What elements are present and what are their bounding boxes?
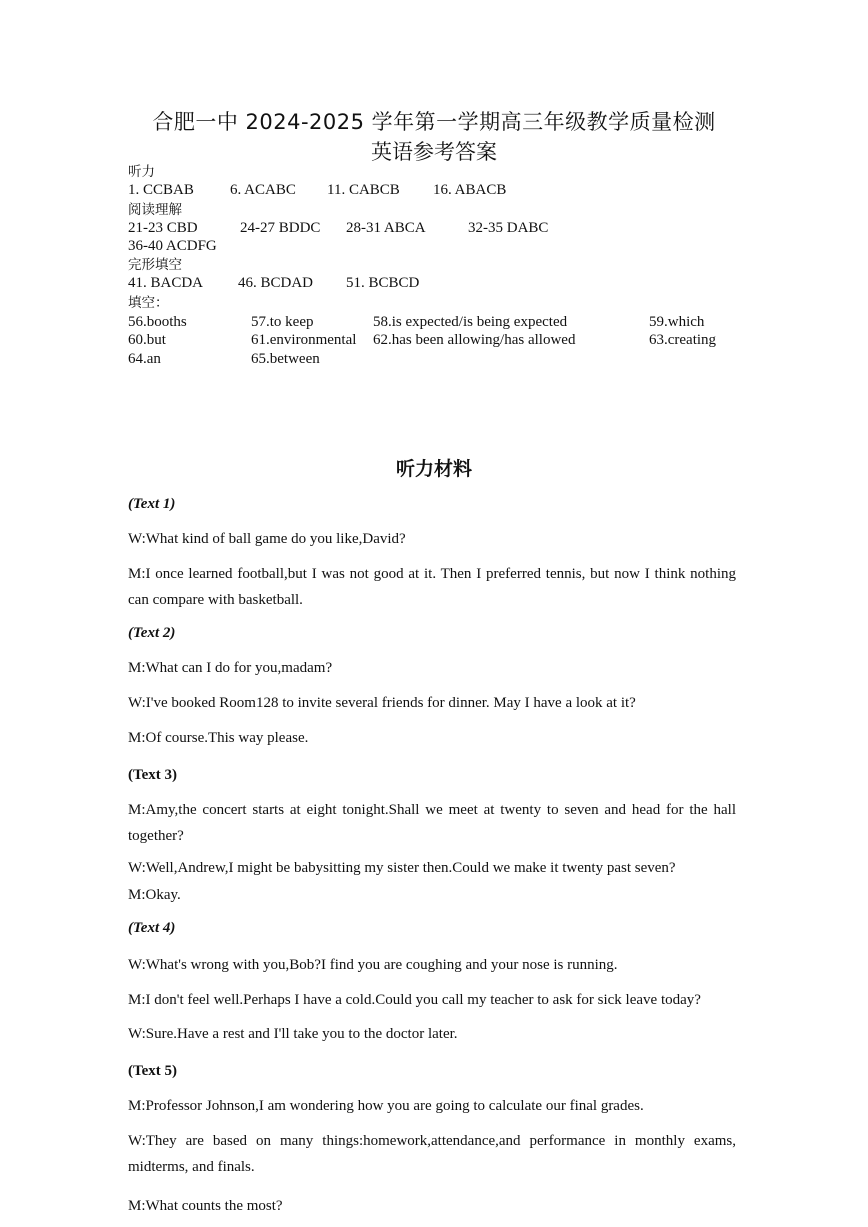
fill-answer: 64.an xyxy=(128,351,161,367)
text-4-label: (Text 4) xyxy=(128,920,176,936)
fill-section-label: 填空： xyxy=(128,295,169,311)
dialogue-line: W:I've booked Room128 to invite several friends for dinner. May I have a look at it? xyxy=(128,695,636,711)
text-1-label: (Text 1) xyxy=(128,496,176,512)
listening-section-label: 听力 xyxy=(128,164,155,180)
answer-group: 16. ABACB xyxy=(433,182,507,198)
document-title: 合肥一中 2024-2025 学年第一学期高三年级教学质量检测 xyxy=(152,110,716,134)
transcript-heading: 听力材料 xyxy=(395,458,472,480)
answer-group: 11. CABCB xyxy=(327,182,400,198)
answer-group: 24-27 BDDC xyxy=(240,220,321,236)
answer-group: 32-35 DABC xyxy=(468,220,549,236)
dialogue-line: W:What's wrong with you,Bob?I find you are coughing and your nose is running. xyxy=(128,957,618,973)
answer-group: 51. BCBCD xyxy=(346,275,420,291)
fill-answer: 65.between xyxy=(251,351,320,367)
fill-answer: 61.environmental xyxy=(251,332,357,348)
fill-answer: 63.creating xyxy=(649,332,717,348)
dialogue-line: M:I don't feel well.Perhaps I have a cold.Could you call my teacher to ask for sick leave today? xyxy=(128,992,701,1008)
fill-answer: 56.booths xyxy=(128,314,187,330)
dialogue-line: W:They are based on many things:homework,attendance,and performance in monthly exams, midterms, and finals. xyxy=(128,1133,736,1175)
answer-group: 1. CCBAB xyxy=(128,182,194,198)
text-3-label: (Text 3) xyxy=(128,767,178,783)
dialogue-line: M:Amy,the concert starts at eight tonight.Shall we meet at twenty to seven and head for the hall together? xyxy=(128,802,736,844)
fill-answer: 59.which xyxy=(649,314,705,330)
dialogue-line: M:What can I do for you,madam? xyxy=(128,660,333,676)
fill-answer: 57.to keep xyxy=(251,314,314,330)
dialogue-line: M:What counts the most? xyxy=(128,1198,283,1214)
dialogue-line: W:Well,Andrew,I might be babysitting my sister then.Could we make it twenty past seven? xyxy=(128,860,676,876)
reading-section-label: 阅读理解 xyxy=(128,202,182,218)
dialogue-line: W:Sure.Have a rest and I'll take you to the doctor later. xyxy=(128,1026,458,1042)
reading-answers-row-2: 36-40 ACDFG xyxy=(128,238,217,254)
dialogue-line: M:I once learned football,but I was not good at it. Then I preferred tennis, but now I think nothing can compare with basketball. xyxy=(128,566,736,608)
answer-group: 21-23 CBD xyxy=(128,220,198,236)
fill-answer: 60.but xyxy=(128,332,166,348)
dialogue-line: M:Professor Johnson,I am wondering how you are going to calculate our final grades. xyxy=(128,1098,644,1114)
text-5-label: (Text 5) xyxy=(128,1063,178,1079)
dialogue-line: M:Of course.This way please. xyxy=(128,730,309,746)
answer-group: 6. ACABC xyxy=(230,182,296,198)
text-2-label: (Text 2) xyxy=(128,625,176,641)
dialogue-line: M:Okay. xyxy=(128,887,181,903)
fill-answer: 58.is expected/is being expected xyxy=(373,314,568,330)
answer-group: 28-31 ABCA xyxy=(346,220,426,236)
dialogue-line: W:What kind of ball game do you like,David? xyxy=(128,531,406,547)
fill-answer: 62.has been allowing/has allowed xyxy=(373,332,576,348)
document-subtitle: 英语参考答案 xyxy=(371,140,497,164)
cloze-section-label: 完形填空 xyxy=(128,257,182,273)
answer-group: 46. BCDAD xyxy=(238,275,314,291)
answer-group: 41. BACDA xyxy=(128,275,204,291)
